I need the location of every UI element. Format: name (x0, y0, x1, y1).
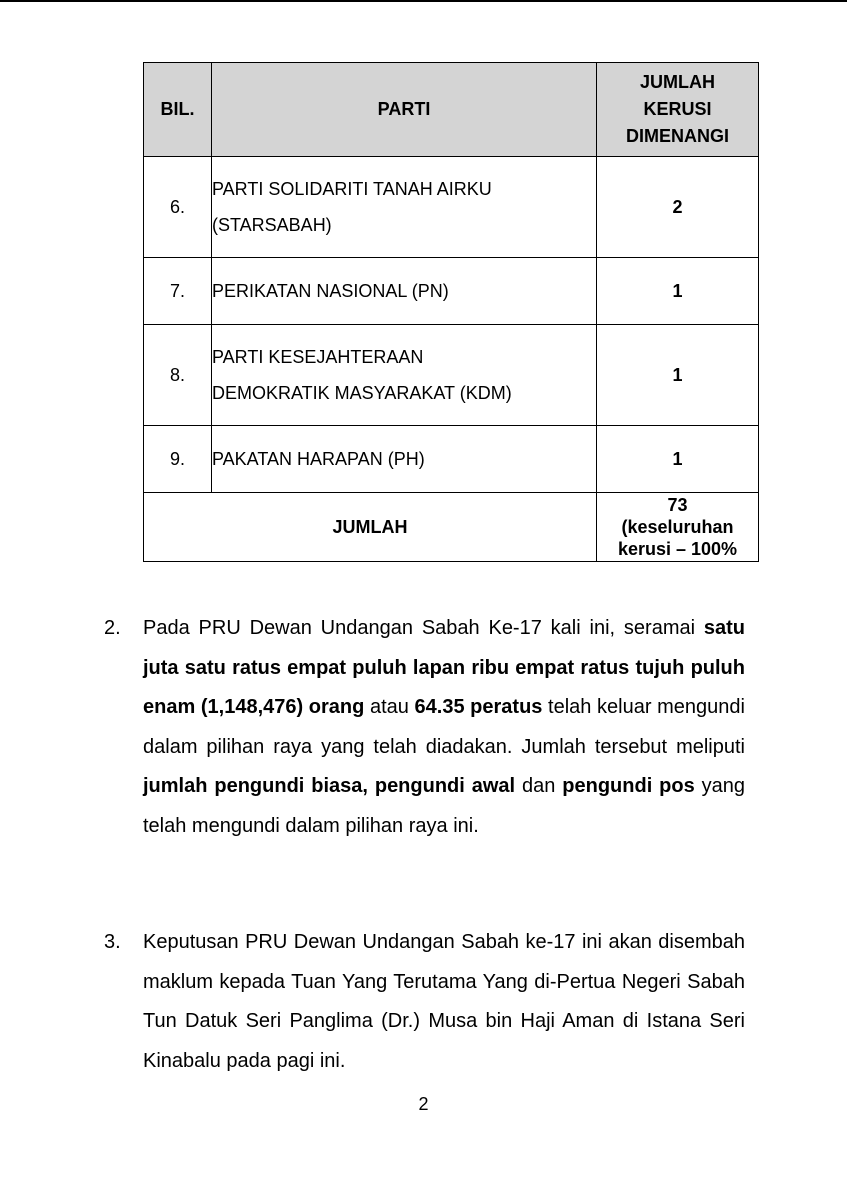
table-row (144, 426, 759, 493)
table-row (144, 258, 759, 325)
results-table (143, 62, 759, 562)
row-kerusi: 1 (597, 325, 759, 426)
table-total-row (144, 493, 759, 562)
row-bil: 6. (144, 157, 212, 258)
total-value: 73 (keseluruhan kerusi – 100% (597, 493, 759, 562)
paragraph-number: 2. (104, 617, 121, 639)
row-kerusi: 1 (597, 258, 759, 325)
row-kerusi: 1 (597, 426, 759, 493)
row-parti: PARTI KESEJAHTERAAN DEMOKRATIK MASYARAKAT (KDM) (212, 325, 597, 426)
row-bil: 9. (144, 426, 212, 493)
top-rule (0, 0, 847, 2)
row-bil: 8. (144, 325, 212, 426)
paragraph-number: 3. (104, 931, 121, 953)
row-bil: 7. (144, 258, 212, 325)
row-parti: PARTI SOLIDARITI TANAH AIRKU (STARSABAH) (212, 157, 597, 258)
row-parti: PAKATAN HARAPAN (PH) (212, 426, 597, 493)
row-parti: PERIKATAN NASIONAL (PN) (212, 258, 597, 325)
paragraph-2: Pada PRU Dewan Undangan Sabah Ke-17 kali ini, seramai satu juta satu ratus empat puluh lapan ribu empat ratus tujuh puluh enam (1,148,476) orang atau 64.35 peratus telah keluar mengundi dalam pilihan raya yang telah diadakan. Jumlah tersebut meliputi jumlah pengundi biasa, pengundi awal dan pengundi pos yang telah mengundi dalam pilihan raya ini. (143, 617, 746, 837)
table-row (144, 157, 759, 258)
paragraph-3: Keputusan PRU Dewan Undangan Sabah ke-17 ini akan disembah maklum kepada Tuan Yang Terutama Yang di-Pertua Negeri Sabah Tun Datuk Seri Panglima (Dr.) Musa bin Haji Aman di Istana Seri Kinabalu pada pagi ini. (143, 931, 745, 1072)
page-number: 2 (418, 1094, 429, 1114)
header-kerusi: JUMLAH KERUSI DIMENANGI (597, 63, 759, 157)
header-bil: BIL. (144, 63, 212, 157)
header-parti: PARTI (212, 63, 597, 157)
total-label: JUMLAH (144, 493, 597, 562)
row-kerusi: 2 (597, 157, 759, 258)
table-header-row (144, 63, 759, 157)
table-row (144, 325, 759, 426)
